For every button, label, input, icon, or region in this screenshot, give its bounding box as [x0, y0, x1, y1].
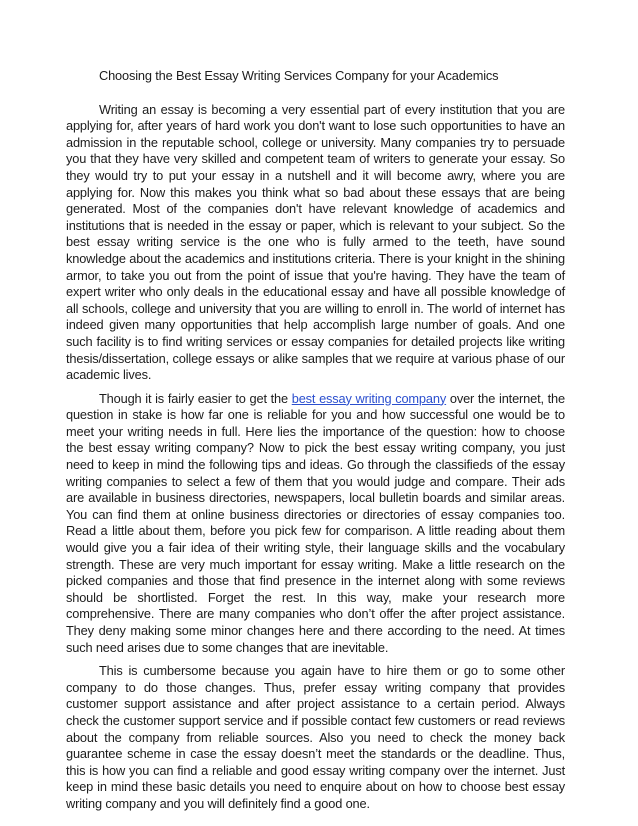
paragraph-3-text: This is cumbersome because you again have to hire them or go to some other company to do those changes. Thus, prefer essay writing company that provides customer support assistance and after project assistance to a certain period. Always check the customer support service and if possible contact few customers or read reviews about the company from reliable sources. Also you need to check the money back guarantee scheme in case the essay doesn’t meet the standards or the deadline. Thus, this is how you can find a reliable and good essay writing company over the internet. Just keep in mind these basic details you need to enquire about on how to choose best essay writing company and you will definitely find a good one. [66, 663, 565, 811]
document-title: Choosing the Best Essay Writing Services Company for your Academics [99, 68, 499, 83]
paragraph-1-text: Writing an essay is becoming a very essential part of every institution that you are applying for, after years of hard work you don't want to lose such opportunities to have an admission in the reputable school, college or university. Many companies try to persuade you that they have very skilled and competent team of writers to generate your essay. So they would try to put your essay in a nutshell and it will become awry, where you are applying for. Now this makes you think what so bad about these essays that are being generated. Most of the companies don't have relevant knowledge of academics and institutions that is needed in the essay or paper, which is relevant to your subject. So the best essay writing service is the one who is fully armed to the teeth, have sound knowledge about the academics and institutions criteria. There is your knight in the shining armor, to take you out from the point of issue that you're having. They have the team of expert writer who only deals in the educational essay and have all possible knowledge of all schools, college and university that you are willing to enroll in. The world of internet has indeed given many opportunities that help accomplish large number of goals. And one such facility is to find writing services or essay companies for detailed projects like writing thesis/dissertation, college essays or alike samples that we require at various phase of our academic lives. [66, 101, 565, 383]
paragraph-1 [66, 102, 565, 384]
paragraph-2-text-after-link: over the internet, the question in stake is how far one is reliable for you and how successful one would be to meet your writing needs in full. Here lies the importance of the question: how to choose the best essay writing company? Now to pick the best essay writing company, you just need to keep in mind the following tips and ideas. Go through the classifieds of the essay writing companies to select a few of them that you would judge and compare. Their ads are available in business directories, newspapers, local bulletin boards and similar areas. You can find them at online business directories or directories of essay companies too. Read a little about them, before you pick few for comparison. A little reading about them would give you a fair idea of their writing style, their language skills and the vocabulary strength. These are very much important for essay writing. Make a little research on the picked companies and those that find presence in the internet along with some reviews should be shortlisted. Forget the rest. In this way, make your research more comprehensive. There are many companies who don’t offer the after project assistance. They deny making some minor changes here and there according to the need. At times such need arises due to some changes that are inevitable. [66, 390, 565, 655]
paragraph-2 [66, 391, 565, 657]
paragraph-2-text-before-link: Though it is fairly easier to get the [99, 390, 292, 406]
best-essay-writing-company-link[interactable]: best essay writing company [291, 390, 447, 406]
paragraph-3 [66, 663, 565, 812]
document-content [66, 68, 565, 820]
